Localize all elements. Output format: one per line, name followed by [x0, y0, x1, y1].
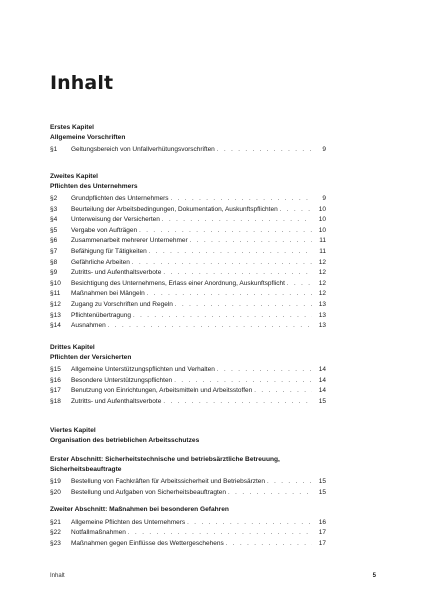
dot-leader	[280, 205, 312, 216]
paragraph-number: §10	[50, 279, 61, 287]
section-title: Zweiter Abschnitt: Maßnahmen bei besonderen Gefahren	[50, 506, 229, 514]
paragraph-number: §5	[50, 226, 58, 234]
toc-entry[interactable]	[50, 311, 326, 322]
dot-leader	[147, 289, 312, 300]
entry-text: Befähigung für Tätigkeiten	[71, 247, 147, 255]
dot-leader	[217, 145, 312, 156]
dot-leader	[287, 279, 312, 290]
toc-entry[interactable]	[50, 279, 326, 290]
toc-entry[interactable]	[50, 300, 326, 311]
paragraph-number: §18	[50, 397, 61, 405]
toc-entry[interactable]	[50, 226, 326, 237]
toc-entry[interactable]	[50, 365, 326, 376]
dot-leader	[175, 300, 312, 311]
chapter-4	[50, 426, 326, 549]
paragraph-number: §6	[50, 237, 58, 245]
paragraph-number: §14	[50, 322, 61, 330]
paragraph-number: §13	[50, 311, 61, 319]
chapter-label: Viertes Kapitel	[50, 427, 96, 434]
page-ref: 14	[318, 366, 326, 373]
paragraph-number: §7	[50, 247, 58, 255]
paragraph-number: §1	[50, 146, 58, 153]
paragraph-number: §21	[50, 518, 61, 526]
page-ref: 15	[318, 488, 326, 496]
chapter-3	[50, 343, 326, 407]
entry-text: Beurteilung der Arbeitsbedingungen, Dokumentation, Auskunftspflichten	[71, 205, 278, 213]
entry-text: Unterweisung der Versicherten	[71, 216, 160, 224]
dot-leader	[267, 477, 312, 488]
toc-entry[interactable]	[50, 376, 326, 387]
page-ref: 13	[318, 300, 326, 308]
toc-entry[interactable]	[50, 258, 326, 269]
chapter-title: Pflichten der Versicherten	[50, 353, 132, 361]
page-ref: 15	[318, 397, 326, 405]
page-ref: 13	[318, 322, 326, 330]
dot-leader	[132, 258, 312, 269]
page-ref: 17	[318, 539, 326, 547]
entry-text: Gefährliche Arbeiten	[71, 258, 130, 266]
page-ref: 12	[318, 269, 326, 277]
dot-leader	[162, 215, 312, 226]
page-ref: 10	[318, 205, 326, 213]
chapter-label: Zweites Kapitel	[50, 173, 99, 180]
chapter-1	[50, 123, 326, 156]
section-title: Erster Abschnitt: Sicherheitstechnische und betriebsärztliche Betreuung, Sicherheitsbeauftragte	[50, 456, 280, 473]
chapter-label: Erstes Kapitel	[50, 124, 94, 131]
entry-text: Allgemeine Pflichten des Unternehmers	[71, 518, 186, 526]
toc-entry[interactable]	[50, 386, 326, 397]
paragraph-number: §23	[50, 539, 61, 547]
entry-text: Ausnahmen	[71, 322, 106, 330]
page-ref: 15	[318, 478, 326, 485]
entry-text: Zutritts- und Aufenthaltsverbote	[71, 397, 162, 405]
page-ref: 9	[322, 195, 326, 202]
paragraph-number: §20	[50, 488, 61, 496]
dot-leader	[139, 226, 312, 237]
page-ref: 11	[319, 237, 326, 245]
chapter-title: Organisation des betrieblichen Arbeitsschutzes	[50, 436, 200, 444]
paragraph-number: §15	[50, 366, 61, 373]
dot-leader	[128, 528, 312, 539]
dot-leader	[149, 247, 312, 258]
dot-leader	[108, 321, 312, 332]
paragraph-number: §11	[50, 290, 61, 298]
dot-leader	[133, 311, 312, 322]
entry-text: Zusammenarbeit mehrerer Unternehmer	[71, 237, 188, 245]
dot-leader	[163, 268, 312, 279]
toc-entry[interactable]	[50, 397, 326, 408]
toc-entry[interactable]	[50, 477, 326, 488]
page-ref: 11	[319, 247, 326, 255]
page-ref: 10	[318, 226, 326, 234]
page-ref: 16	[318, 518, 326, 526]
page-ref: 9	[322, 146, 326, 153]
toc-entry[interactable]	[50, 518, 326, 529]
toc-entry[interactable]	[50, 215, 326, 226]
paragraph-number: §12	[50, 300, 61, 308]
entry-text: Grundpflichten des Unternehmers	[71, 195, 169, 202]
paragraph-number: §2	[50, 195, 58, 202]
entry-text: Pflichtenübertragung	[71, 311, 131, 319]
chapter-label: Drittes Kapitel	[50, 344, 95, 351]
page-ref: 12	[318, 279, 326, 287]
page-ref: 14	[318, 387, 326, 395]
page-ref: 13	[318, 311, 326, 319]
chapter-2	[50, 172, 326, 332]
dot-leader	[254, 386, 312, 397]
toc-entry[interactable]	[50, 268, 326, 279]
page-ref: 17	[318, 529, 326, 537]
entry-text: Bestellung von Fachkräften für Arbeitssicherheit und Betriebsärzten	[71, 478, 266, 485]
entry-text: Zugang zu Vorschriften und Regeln	[71, 300, 173, 308]
footer-page-number: 5	[372, 573, 376, 579]
paragraph-number: §16	[50, 376, 61, 384]
entry-text: Besichtigung des Unternehmens, Erlass einer Anordnung, Auskunftspflicht	[71, 279, 285, 287]
dot-leader	[228, 488, 312, 499]
chapter-title: Allgemeine Vorschriften	[50, 133, 126, 141]
dot-leader	[190, 236, 312, 247]
footer-label: Inhalt	[50, 573, 65, 579]
paragraph-number: §3	[50, 205, 58, 213]
entry-text: Allgemeine Unterstützungspflichten und Verhalten	[71, 366, 215, 373]
paragraph-number: §8	[50, 258, 58, 266]
toc-entry[interactable]	[50, 236, 326, 247]
entry-text: Vergabe von Aufträgen	[71, 226, 138, 234]
page-ref: 14	[318, 376, 326, 384]
entry-text: Notfallmaßnahmen	[71, 529, 126, 537]
toc-entry[interactable]	[50, 539, 326, 550]
toc-entry[interactable]	[50, 321, 326, 332]
entry-text: Maßnahmen bei Mängeln	[71, 290, 145, 298]
toc-entry[interactable]	[50, 488, 326, 499]
paragraph-number: §9	[50, 269, 58, 277]
toc-entry[interactable]	[50, 289, 326, 300]
dot-leader	[174, 376, 312, 387]
page-ref: 10	[318, 216, 326, 224]
toc-entry[interactable]	[50, 205, 326, 216]
entry-text: Geltungsbereich von Unfallverhütungsvorschriften	[71, 146, 215, 153]
toc-entry[interactable]	[50, 194, 326, 205]
entry-text: Zutritts- und Aufenthaltsverbote	[71, 269, 162, 277]
dot-leader	[171, 194, 312, 205]
chapter-title: Pflichten des Unternehmers	[50, 182, 138, 190]
toc-entry[interactable]	[50, 528, 326, 539]
page-ref: 12	[318, 258, 326, 266]
dot-leader	[226, 539, 312, 550]
paragraph-number: §17	[50, 387, 61, 395]
entry-text: Bestellung und Aufgaben von Sicherheitsbeauftragten	[71, 488, 227, 496]
paragraph-number: §4	[50, 216, 58, 224]
page-ref: 12	[318, 290, 326, 298]
paragraph-number: §22	[50, 529, 61, 537]
paragraph-number: §19	[50, 478, 61, 485]
entry-text: Benutzung von Einrichtungen, Arbeitsmitteln und Arbeitsstoffen	[71, 387, 253, 395]
page-title: Inhalt	[50, 72, 114, 94]
dot-leader	[163, 397, 312, 408]
dot-leader	[187, 518, 312, 529]
dot-leader	[217, 365, 312, 376]
entry-text: Maßnahmen gegen Einflüsse des Wettergeschehens	[71, 539, 224, 547]
toc-entry[interactable]	[50, 145, 326, 156]
entry-text: Besondere Unterstützungspflichten	[71, 376, 173, 384]
toc-entry[interactable]	[50, 247, 326, 258]
